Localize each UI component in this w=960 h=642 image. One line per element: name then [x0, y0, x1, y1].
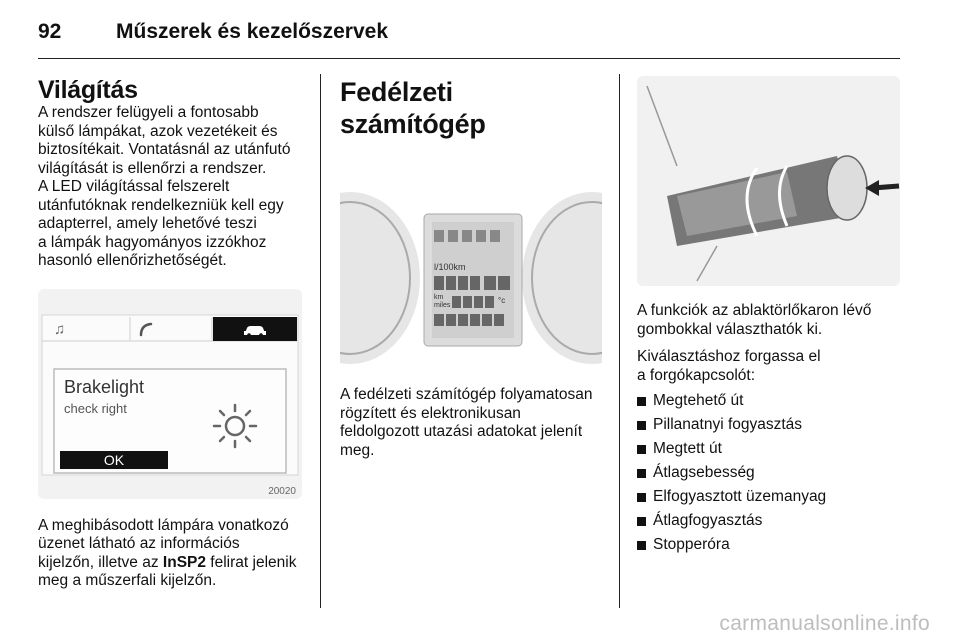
text-line: A rendszer felügyeli a fontosabb	[38, 104, 259, 121]
function-list	[637, 389, 900, 557]
phone-icon	[138, 321, 154, 337]
text-line: hasonló ellenőrizhetőségét.	[38, 252, 227, 269]
chapter-title: Műszerek és kezelőszervek	[116, 20, 389, 43]
lamp-fault-paragraph	[38, 517, 302, 591]
list-item-label: Stopperóra	[653, 536, 730, 553]
text-line	[38, 554, 302, 573]
message-title: Brakelight	[64, 376, 145, 397]
list-item	[637, 461, 900, 485]
figure-number: 20020	[268, 485, 296, 497]
column-divider-2	[619, 74, 620, 608]
trip-computer-paragraph	[340, 386, 602, 460]
unit-celsius: °c	[498, 296, 506, 305]
section-heading-lighting: Világítás	[38, 76, 138, 104]
text-line: meg.	[340, 441, 375, 459]
list-item-label: Megtehető út	[653, 392, 744, 409]
list-item-label: Átlagsebesség	[653, 464, 755, 481]
list-item	[637, 533, 900, 557]
bullet-square-icon	[637, 397, 646, 406]
column-divider-1	[320, 74, 321, 608]
selection-paragraph	[637, 348, 900, 385]
list-item-label: Pillanatnyi fogyasztás	[653, 416, 803, 433]
ok-button: OK	[103, 451, 125, 468]
page-header	[38, 14, 900, 46]
text-line: biztosítékait. Vontatásnál az utánfutó	[38, 141, 291, 158]
text-line: Kiválasztáshoz forgassa el	[637, 348, 821, 365]
list-item-label: Átlagfogyasztás	[653, 512, 763, 529]
header-rule	[38, 58, 900, 59]
bullet-square-icon	[637, 541, 646, 550]
bulb-warning-icon	[210, 401, 260, 451]
lighting-paragraph	[38, 104, 302, 271]
list-item	[637, 509, 900, 533]
list-item-label: Megtett út	[653, 440, 722, 457]
text-line: feldolgozott utazási adatokat jelenít	[340, 423, 583, 440]
list-item	[637, 437, 900, 461]
text-line: A meghibásodott lámpára vonatkozó	[38, 516, 289, 534]
column-lighting	[38, 76, 302, 591]
list-item-label: Elfogyasztott üzemanyag	[653, 488, 827, 505]
text-line: adapterrel, amely lehetővé teszi	[38, 215, 257, 232]
bullet-square-icon	[637, 421, 646, 430]
car-icon	[242, 323, 268, 337]
unit-l-per-100km: l/100km	[434, 262, 466, 272]
bullet-square-icon	[637, 469, 646, 478]
text-segment: kijelzőn, illetve az	[38, 553, 163, 571]
bullet-square-icon	[637, 493, 646, 502]
insp2-label: InSP2	[162, 553, 206, 571]
column-wiper-controls	[637, 76, 900, 557]
text-line: a lámpák hagyományos izzókhoz	[38, 233, 267, 251]
column-trip-computer	[340, 76, 602, 460]
list-item	[637, 413, 900, 437]
section-heading-trip-computer: Fedélzeti számítógép	[340, 77, 486, 139]
unit-km: km	[434, 294, 444, 301]
instrument-cluster-figure	[340, 168, 602, 368]
text-line: gombokkal választhatók ki.	[637, 320, 823, 338]
text-line: A LED világítással felszerelt	[38, 178, 230, 195]
text-line: üzenet látható az információs	[38, 535, 240, 552]
bullet-square-icon	[637, 517, 646, 526]
text-line: utánfutóknak rendelkezniük kell egy	[38, 196, 284, 214]
list-item	[637, 389, 900, 413]
unit-miles: miles	[434, 302, 451, 309]
music-note-icon: ♫	[54, 320, 66, 338]
text-line: külső lámpákat, azok vezetékeit és	[38, 122, 278, 140]
text-line: világítását is ellenőrzi a rendszer.	[38, 159, 267, 177]
text-line: a forgókapcsolót:	[637, 366, 756, 384]
text-line: rögzített és elektronikusan	[340, 404, 521, 422]
watermark: carmanualsonline.info	[719, 612, 930, 635]
text-line: A funkciók az ablaktörlőkaron lévő	[637, 302, 872, 319]
wiper-buttons-paragraph	[637, 302, 900, 339]
list-item	[637, 485, 900, 509]
text-line: A fedélzeti számítógép folyamatosan	[340, 386, 593, 403]
page-number: 92	[38, 20, 62, 43]
bullet-square-icon	[637, 445, 646, 454]
brakelight-display-figure	[38, 289, 302, 499]
text-line: meg a műszerfali kijelzőn.	[38, 572, 217, 589]
wiper-stalk-figure	[637, 76, 900, 286]
message-subtitle: check right	[64, 400, 127, 416]
text-segment: felirat jelenik	[206, 553, 297, 571]
